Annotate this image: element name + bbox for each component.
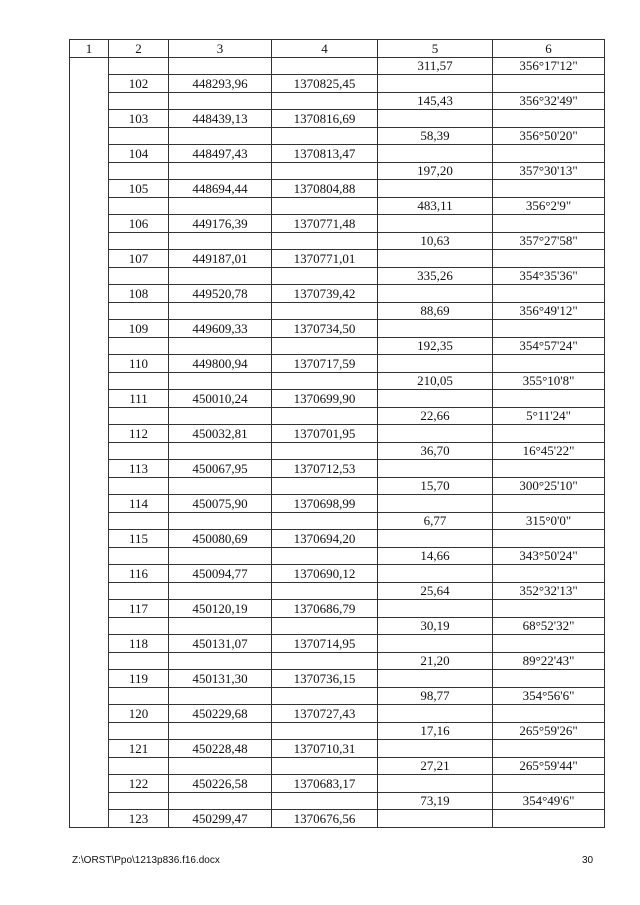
point-number-cell: 106	[109, 215, 169, 233]
coord-x-cell	[169, 652, 272, 670]
distance-cell	[378, 75, 493, 93]
point-number-cell: 109	[109, 320, 169, 338]
coord-y-cell: 1370714,95	[272, 635, 378, 653]
coord-x-cell	[169, 547, 272, 565]
bearing-cell	[493, 705, 605, 723]
distance-cell	[378, 460, 493, 478]
distance-cell: 58,39	[378, 127, 493, 145]
coord-y-cell: 1370825,45	[272, 75, 378, 93]
bearing-cell: 356°2'9"	[493, 197, 605, 215]
table-row	[70, 442, 605, 460]
bearing-cell	[493, 810, 605, 828]
bearing-cell	[493, 110, 605, 128]
distance-cell: 14,66	[378, 547, 493, 565]
distance-cell	[378, 740, 493, 758]
coord-x-cell	[169, 197, 272, 215]
distance-cell	[378, 775, 493, 793]
coord-y-cell: 1370698,99	[272, 495, 378, 513]
point-number-cell	[109, 267, 169, 285]
coord-x-cell	[169, 722, 272, 740]
bearing-cell	[493, 740, 605, 758]
point-number-cell: 111	[109, 390, 169, 408]
coord-x-cell: 450067,95	[169, 460, 272, 478]
distance-cell	[378, 320, 493, 338]
bearing-cell: 355°10'8"	[493, 372, 605, 390]
distance-cell: 311,57	[378, 57, 493, 75]
distance-cell: 145,43	[378, 92, 493, 110]
distance-cell	[378, 145, 493, 163]
distance-cell	[378, 530, 493, 548]
coord-x-cell: 448439,13	[169, 110, 272, 128]
coord-x-cell: 450094,77	[169, 565, 272, 583]
distance-cell: 22,66	[378, 407, 493, 425]
bearing-cell: 352°32'13"	[493, 582, 605, 600]
point-number-cell	[109, 687, 169, 705]
point-number-cell	[109, 127, 169, 145]
coord-y-cell	[272, 582, 378, 600]
coord-y-cell	[272, 302, 378, 320]
point-number-cell: 118	[109, 635, 169, 653]
distance-cell: 197,20	[378, 162, 493, 180]
distance-cell	[378, 285, 493, 303]
distance-cell	[378, 635, 493, 653]
coord-x-cell: 449609,33	[169, 320, 272, 338]
distance-cell: 25,64	[378, 582, 493, 600]
table-row	[70, 425, 605, 443]
table-row	[70, 775, 605, 793]
point-number-cell: 114	[109, 495, 169, 513]
coord-x-cell	[169, 757, 272, 775]
coord-y-cell: 1370690,12	[272, 565, 378, 583]
coord-x-cell: 450075,90	[169, 495, 272, 513]
distance-cell: 335,26	[378, 267, 493, 285]
table-row	[70, 565, 605, 583]
coord-y-cell	[272, 792, 378, 810]
table-row	[70, 530, 605, 548]
coord-y-cell	[272, 92, 378, 110]
coord-y-cell	[272, 757, 378, 775]
coord-x-cell	[169, 337, 272, 355]
table-row	[70, 512, 605, 530]
footer-file-path: Z:\ORST\Ppo\1213p836.f16.docx	[72, 855, 220, 866]
coord-y-cell: 1370771,01	[272, 250, 378, 268]
coord-y-cell	[272, 512, 378, 530]
coord-y-cell: 1370699,90	[272, 390, 378, 408]
table-row	[70, 547, 605, 565]
distance-cell	[378, 110, 493, 128]
distance-cell: 6,77	[378, 512, 493, 530]
coord-y-cell: 1370717,59	[272, 355, 378, 373]
table-row	[70, 75, 605, 93]
coord-y-cell	[272, 162, 378, 180]
coord-y-cell: 1370813,47	[272, 145, 378, 163]
bearing-cell: 354°35'36"	[493, 267, 605, 285]
table-row	[70, 722, 605, 740]
table-row	[70, 285, 605, 303]
coord-x-cell: 448694,44	[169, 180, 272, 198]
bearing-cell	[493, 425, 605, 443]
point-number-cell: 116	[109, 565, 169, 583]
coord-x-cell	[169, 477, 272, 495]
coord-y-cell: 1370710,31	[272, 740, 378, 758]
coord-x-cell	[169, 127, 272, 145]
bearing-cell	[493, 530, 605, 548]
coord-y-cell: 1370701,95	[272, 425, 378, 443]
point-number-cell: 104	[109, 145, 169, 163]
point-number-cell: 122	[109, 775, 169, 793]
bearing-cell: 265°59'44"	[493, 757, 605, 775]
coord-x-cell: 449176,39	[169, 215, 272, 233]
bearing-cell: 16°45'22"	[493, 442, 605, 460]
point-number-cell: 119	[109, 670, 169, 688]
point-number-cell	[109, 477, 169, 495]
point-number-cell	[109, 442, 169, 460]
bearing-cell	[493, 250, 605, 268]
distance-cell	[378, 565, 493, 583]
coord-y-cell	[272, 197, 378, 215]
coord-x-cell	[169, 512, 272, 530]
distance-cell	[378, 355, 493, 373]
table-row	[70, 460, 605, 478]
coord-y-cell: 1370727,43	[272, 705, 378, 723]
point-number-cell	[109, 547, 169, 565]
distance-cell	[378, 600, 493, 618]
coord-x-cell: 449187,01	[169, 250, 272, 268]
distance-cell	[378, 495, 493, 513]
coord-x-cell: 450032,81	[169, 425, 272, 443]
point-number-cell: 115	[109, 530, 169, 548]
bearing-cell: 357°30'13"	[493, 162, 605, 180]
bearing-cell: 5°11'24"	[493, 407, 605, 425]
coordinates-table	[69, 39, 605, 828]
table-row	[70, 372, 605, 390]
table-row	[70, 757, 605, 775]
point-number-cell: 102	[109, 75, 169, 93]
table-row	[70, 600, 605, 618]
coord-y-cell	[272, 652, 378, 670]
table-row	[70, 110, 605, 128]
coord-y-cell: 1370736,15	[272, 670, 378, 688]
bearing-cell: 357°27'58"	[493, 232, 605, 250]
coord-y-cell	[272, 372, 378, 390]
table-row	[70, 792, 605, 810]
distance-cell: 73,19	[378, 792, 493, 810]
bearing-cell	[493, 75, 605, 93]
table-row	[70, 127, 605, 145]
distance-cell: 17,16	[378, 722, 493, 740]
bearing-cell	[493, 215, 605, 233]
point-number-cell: 113	[109, 460, 169, 478]
coord-y-cell: 1370694,20	[272, 530, 378, 548]
bearing-cell	[493, 355, 605, 373]
coord-y-cell: 1370712,53	[272, 460, 378, 478]
bearing-cell: 356°49'12"	[493, 302, 605, 320]
table-row	[70, 337, 605, 355]
table-row	[70, 687, 605, 705]
table-row	[70, 180, 605, 198]
footer-page-number: 30	[582, 855, 594, 866]
bearing-cell	[493, 495, 605, 513]
coord-y-cell	[272, 337, 378, 355]
distance-cell: 192,35	[378, 337, 493, 355]
point-number-cell	[109, 92, 169, 110]
point-number-cell	[109, 407, 169, 425]
header-col-4: 4	[272, 40, 378, 58]
coord-x-cell: 450010,24	[169, 390, 272, 408]
bearing-cell	[493, 285, 605, 303]
table-row	[70, 407, 605, 425]
distance-cell	[378, 250, 493, 268]
coord-x-cell	[169, 617, 272, 635]
coord-x-cell: 450131,07	[169, 635, 272, 653]
table-row	[70, 652, 605, 670]
coord-x-cell	[169, 267, 272, 285]
point-number-cell: 110	[109, 355, 169, 373]
distance-cell: 10,63	[378, 232, 493, 250]
bearing-cell	[493, 145, 605, 163]
point-number-cell	[109, 232, 169, 250]
table-row	[70, 57, 605, 75]
header-row	[70, 40, 605, 58]
coord-y-cell	[272, 127, 378, 145]
coord-y-cell	[272, 477, 378, 495]
point-number-cell: 121	[109, 740, 169, 758]
table-row	[70, 302, 605, 320]
distance-cell	[378, 425, 493, 443]
table-row	[70, 705, 605, 723]
coord-y-cell	[272, 722, 378, 740]
point-number-cell: 103	[109, 110, 169, 128]
point-number-cell	[109, 372, 169, 390]
table-row	[70, 267, 605, 285]
point-number-cell	[109, 582, 169, 600]
header-col-5: 5	[378, 40, 493, 58]
coord-y-cell	[272, 687, 378, 705]
header-col-3: 3	[169, 40, 272, 58]
coord-y-cell	[272, 442, 378, 460]
distance-cell: 98,77	[378, 687, 493, 705]
header-col-2: 2	[109, 40, 169, 58]
table-row	[70, 250, 605, 268]
bearing-cell: 354°49'6"	[493, 792, 605, 810]
coord-x-cell	[169, 442, 272, 460]
point-number-cell	[109, 302, 169, 320]
coord-y-cell	[272, 407, 378, 425]
point-number-cell	[109, 617, 169, 635]
coord-x-cell	[169, 162, 272, 180]
distance-cell	[378, 390, 493, 408]
table-row	[70, 320, 605, 338]
coord-x-cell: 449800,94	[169, 355, 272, 373]
distance-cell	[378, 670, 493, 688]
coord-y-cell: 1370816,69	[272, 110, 378, 128]
bearing-cell: 300°25'10"	[493, 477, 605, 495]
bearing-cell: 354°56'6"	[493, 687, 605, 705]
coord-x-cell: 450228,48	[169, 740, 272, 758]
bearing-cell	[493, 670, 605, 688]
table-row	[70, 635, 605, 653]
bearing-cell	[493, 775, 605, 793]
coord-y-cell	[272, 617, 378, 635]
distance-cell	[378, 180, 493, 198]
point-number-cell: 117	[109, 600, 169, 618]
distance-cell: 36,70	[378, 442, 493, 460]
bearing-cell: 68°52'32"	[493, 617, 605, 635]
bearing-cell	[493, 635, 605, 653]
coord-y-cell: 1370686,79	[272, 600, 378, 618]
table-row	[70, 145, 605, 163]
table-row	[70, 810, 605, 828]
coord-x-cell	[169, 582, 272, 600]
coord-x-cell	[169, 302, 272, 320]
bearing-cell	[493, 320, 605, 338]
coord-y-cell	[272, 547, 378, 565]
point-number-cell: 105	[109, 180, 169, 198]
point-number-cell	[109, 512, 169, 530]
bearing-cell	[493, 565, 605, 583]
table-row	[70, 162, 605, 180]
bearing-cell	[493, 460, 605, 478]
bearing-cell: 354°57'24"	[493, 337, 605, 355]
coord-x-cell: 450131,30	[169, 670, 272, 688]
point-number-cell	[109, 652, 169, 670]
header-col-6: 6	[493, 40, 605, 58]
table-row	[70, 617, 605, 635]
coord-x-cell	[169, 687, 272, 705]
coord-x-cell: 450226,58	[169, 775, 272, 793]
bearing-cell: 356°17'12"	[493, 57, 605, 75]
point-number-cell	[109, 792, 169, 810]
bearing-cell: 356°50'20"	[493, 127, 605, 145]
bearing-cell: 265°59'26"	[493, 722, 605, 740]
point-number-cell: 108	[109, 285, 169, 303]
coord-y-cell: 1370676,56	[272, 810, 378, 828]
bearing-cell: 315°0'0"	[493, 512, 605, 530]
coord-y-cell: 1370734,50	[272, 320, 378, 338]
coord-x-cell: 450299,47	[169, 810, 272, 828]
bearing-cell	[493, 180, 605, 198]
coord-x-cell	[169, 57, 272, 75]
coord-x-cell	[169, 792, 272, 810]
coord-x-cell: 448293,96	[169, 75, 272, 93]
coord-x-cell: 450080,69	[169, 530, 272, 548]
table-row	[70, 215, 605, 233]
merged-col-1-cell	[70, 57, 109, 827]
coord-x-cell: 449520,78	[169, 285, 272, 303]
coord-y-cell: 1370739,42	[272, 285, 378, 303]
point-number-cell: 120	[109, 705, 169, 723]
distance-cell: 21,20	[378, 652, 493, 670]
distance-cell	[378, 215, 493, 233]
table-row	[70, 232, 605, 250]
point-number-cell: 107	[109, 250, 169, 268]
table-row	[70, 740, 605, 758]
table-row	[70, 477, 605, 495]
coord-x-cell	[169, 372, 272, 390]
point-number-cell	[109, 722, 169, 740]
coord-y-cell: 1370804,88	[272, 180, 378, 198]
bearing-cell: 356°32'49"	[493, 92, 605, 110]
point-number-cell	[109, 197, 169, 215]
coord-y-cell	[272, 267, 378, 285]
point-number-cell	[109, 757, 169, 775]
table-row	[70, 197, 605, 215]
distance-cell	[378, 810, 493, 828]
coord-x-cell	[169, 92, 272, 110]
coord-x-cell: 450120,19	[169, 600, 272, 618]
coord-y-cell	[272, 232, 378, 250]
bearing-cell: 89°22'43"	[493, 652, 605, 670]
bearing-cell: 343°50'24"	[493, 547, 605, 565]
coord-x-cell	[169, 232, 272, 250]
bearing-cell	[493, 600, 605, 618]
coord-y-cell: 1370683,17	[272, 775, 378, 793]
table-row	[70, 495, 605, 513]
table-row	[70, 355, 605, 373]
point-number-cell: 112	[109, 425, 169, 443]
point-number-cell: 123	[109, 810, 169, 828]
coord-x-cell	[169, 407, 272, 425]
distance-cell: 210,05	[378, 372, 493, 390]
coord-y-cell: 1370771,48	[272, 215, 378, 233]
header-col-1: 1	[70, 40, 109, 58]
coord-x-cell: 448497,43	[169, 145, 272, 163]
distance-cell: 30,19	[378, 617, 493, 635]
coord-x-cell: 450229,68	[169, 705, 272, 723]
table-row	[70, 670, 605, 688]
distance-cell: 88,69	[378, 302, 493, 320]
table-row	[70, 390, 605, 408]
bearing-cell	[493, 390, 605, 408]
table-row	[70, 92, 605, 110]
point-number-cell	[109, 162, 169, 180]
point-number-cell	[109, 57, 169, 75]
table-body	[70, 57, 605, 827]
table-row	[70, 582, 605, 600]
distance-cell: 27,21	[378, 757, 493, 775]
coord-y-cell	[272, 57, 378, 75]
distance-cell	[378, 705, 493, 723]
distance-cell: 483,11	[378, 197, 493, 215]
distance-cell: 15,70	[378, 477, 493, 495]
point-number-cell	[109, 337, 169, 355]
